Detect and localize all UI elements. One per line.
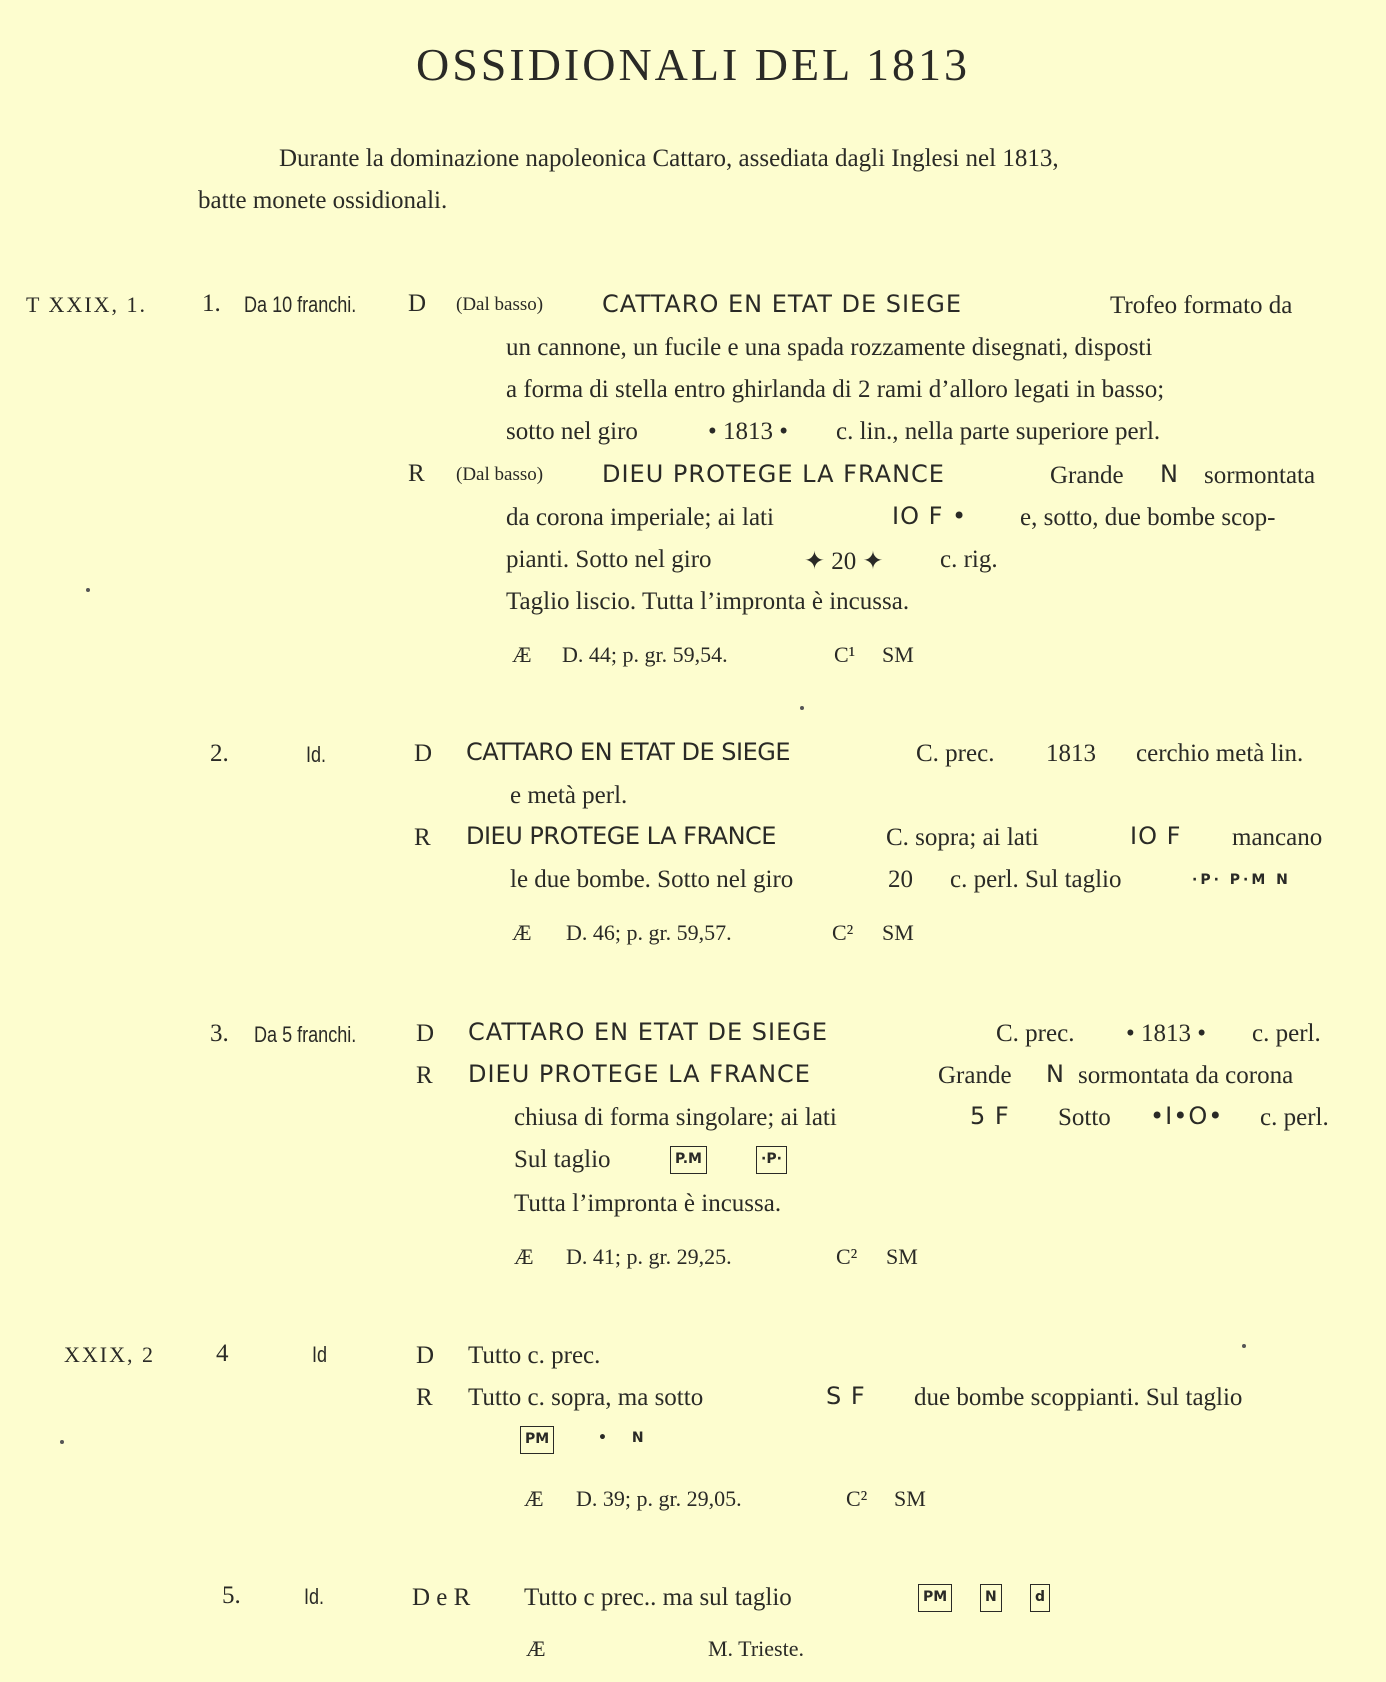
reverse-line: Tutto c. sopra, ma sotto <box>468 1384 704 1411</box>
intro-line-1: Durante la dominazione napoleonica Cattaro, assediata dagli Inglesi nel 1813, <box>279 145 1059 172</box>
reverse-line: le due bombe. Sotto nel giro <box>510 866 794 893</box>
edge-mark-box: PM <box>520 1426 554 1454</box>
page-title: OSSIDIONALI DEL 1813 <box>415 39 971 90</box>
specs: D. 46; p. gr. 59,57. <box>566 920 732 945</box>
entry-number: 5. <box>222 1582 241 1609</box>
entry-number: 3. <box>210 1020 229 1047</box>
obverse-description: c. perl. <box>1252 1020 1321 1047</box>
obverse-date: • 1813 • <box>708 418 789 445</box>
reverse-description: C. sopra; ai lati <box>886 824 1039 851</box>
reverse-line: Sotto <box>1058 1104 1111 1131</box>
reverse-description: sormontata da corona <box>1078 1062 1294 1089</box>
edge-mark-box: PM <box>918 1584 952 1612</box>
both-signs: D e R <box>412 1584 471 1611</box>
rarity: C¹ <box>834 642 856 667</box>
reverse-letter: N <box>1046 1060 1065 1088</box>
obverse-line: c. lin., nella parte superiore perl. <box>836 418 1161 445</box>
entry-number: 1. <box>202 290 221 317</box>
reverse-line: c. rig. <box>940 546 998 573</box>
obverse-text: Tutto c. prec. <box>468 1342 601 1369</box>
obverse-sign: D <box>414 740 433 767</box>
obverse-line: sotto nel giro <box>506 418 638 445</box>
intro-paragraph <box>198 138 1342 222</box>
obverse-date: 1813 <box>1046 740 1096 767</box>
reverse-value: IO F <box>1130 822 1182 850</box>
metal-symbol: Æ <box>512 920 532 945</box>
obverse-description: C. prec. <box>916 740 995 767</box>
entry-text: Tutto c prec.. ma sul taglio <box>524 1584 792 1611</box>
collection: SM <box>882 642 914 667</box>
obverse-legend: CATTARO EN ETAT DE SIEGE <box>602 290 963 318</box>
rarity: C² <box>836 1244 858 1269</box>
specs: D. 44; p. gr. 59,54. <box>562 642 728 667</box>
direction-note: (Dal basso) <box>456 464 544 485</box>
reverse-legend: DIEU PROTEGE LA FRANCE <box>466 822 776 850</box>
denomination: Da 10 franchi. <box>244 292 357 317</box>
plate-reference: XXIX, 2 <box>64 1342 155 1367</box>
reverse-line: c. perl. Sul taglio <box>950 866 1122 893</box>
reverse-value: 5 F <box>970 1102 1010 1130</box>
reverse-line: pianti. Sotto nel giro <box>506 546 712 573</box>
reverse-letter: N <box>1160 460 1179 488</box>
reverse-value: 20 <box>888 866 913 893</box>
obverse-line: e metà perl. <box>510 782 628 809</box>
edge-label: Sul taglio <box>514 1146 611 1173</box>
reverse-value: IO F • <box>892 502 968 530</box>
denomination: Id. <box>304 1584 325 1609</box>
specs: D. 39; p. gr. 29,05. <box>576 1486 742 1511</box>
denomination: Id. <box>306 742 327 767</box>
reverse-description: mancano <box>1232 824 1323 851</box>
edge-marks: • N <box>598 1430 654 1446</box>
reverse-sign: R <box>414 824 431 851</box>
metal-symbol: Æ <box>526 1636 546 1661</box>
entry-number: 4 <box>216 1340 229 1367</box>
metal-symbol: Æ <box>524 1486 544 1511</box>
denomination: Da 5 franchi. <box>254 1022 357 1047</box>
obverse-sign: D <box>416 1020 435 1047</box>
obverse-description: cerchio metà lin. <box>1136 740 1304 767</box>
reverse-value: S F <box>826 1382 866 1410</box>
reverse-legend: DIEU PROTEGE LA FRANCE <box>602 460 945 488</box>
print-speck <box>1242 1344 1246 1348</box>
edge-mark-box: d <box>1030 1584 1050 1612</box>
edge-mark-box: ·P· <box>756 1146 787 1174</box>
collection: SM <box>894 1486 926 1511</box>
edge-mark-box: N <box>980 1584 1002 1612</box>
obverse-legend: CATTARO EN ETAT DE SIEGE <box>468 1018 829 1046</box>
edge-description: Taglio liscio. Tutta l’impronta è incussa. <box>506 588 910 615</box>
reverse-legend: DIEU PROTEGE LA FRANCE <box>468 1060 811 1088</box>
obverse-sign: D <box>408 290 427 317</box>
edge-marks: ·P· P·M N <box>1192 872 1291 888</box>
reverse-sign: R <box>416 1062 433 1089</box>
print-speck <box>60 1440 64 1444</box>
reverse-line: da corona imperiale; ai lati <box>506 504 774 531</box>
entry-number: 2. <box>210 740 229 767</box>
reverse-description: Grande <box>938 1062 1012 1089</box>
reverse-line: due bombe scoppianti. Sul taglio <box>914 1384 1243 1411</box>
plate-reference: T XXIX, 1. <box>26 292 148 317</box>
rarity: C² <box>832 920 854 945</box>
reverse-line: chiusa di forma singolare; ai lati <box>514 1104 837 1131</box>
obverse-description: C. prec. <box>996 1020 1075 1047</box>
intro-line-2: batte monete ossidionali. <box>198 187 448 214</box>
print-speck <box>86 588 90 592</box>
reverse-sign: R <box>416 1384 433 1411</box>
obverse-description: Trofeo formato da <box>1110 292 1293 319</box>
reverse-line: e, sotto, due bombe scop- <box>1020 504 1276 531</box>
metal-symbol: Æ <box>512 642 532 667</box>
reverse-value: ✦ 20 ✦ <box>804 548 884 575</box>
reverse-description: sormontata <box>1204 462 1316 489</box>
obverse-legend: CATTARO EN ETAT DE SIEGE <box>466 738 791 766</box>
collection: SM <box>886 1244 918 1269</box>
obverse-line: a forma di stella entro ghirlanda di 2 rami d’alloro legati in basso; <box>506 376 1165 403</box>
obverse-date: • 1813 • <box>1126 1020 1207 1047</box>
specs: D. 41; p. gr. 29,25. <box>566 1244 732 1269</box>
reverse-sign: R <box>408 460 425 487</box>
denomination: Id <box>312 1342 328 1367</box>
direction-note: (Dal basso) <box>456 294 544 315</box>
reverse-description: Grande <box>1050 462 1124 489</box>
reverse-value: •I•O• <box>1150 1102 1224 1130</box>
obverse-line: un cannone, un fucile e una spada rozzamente disegnati, disposti <box>506 334 1153 361</box>
reverse-line: c. perl. <box>1260 1104 1329 1131</box>
edge-mark-box: P.M <box>670 1146 707 1174</box>
collection: M. Trieste. <box>708 1636 804 1661</box>
edge-description: Tutta l’impronta è incussa. <box>514 1190 782 1217</box>
metal-symbol: Æ <box>514 1244 534 1269</box>
obverse-sign: D <box>416 1342 435 1369</box>
rarity: C² <box>846 1486 868 1511</box>
print-speck <box>800 706 804 710</box>
collection: SM <box>882 920 914 945</box>
